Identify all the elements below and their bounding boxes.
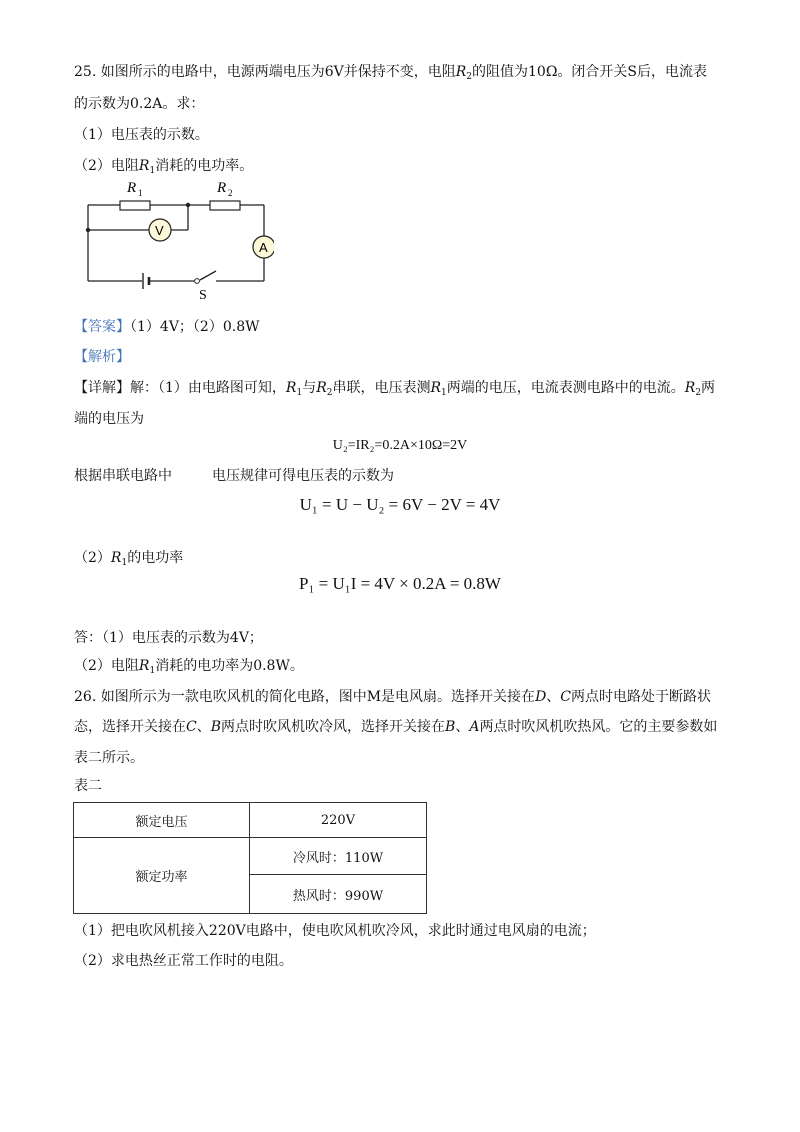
q26-line-2: 态，选择开关接在C、B两点时吹风机吹冷风，选择开关接在B、A两点时吹风机吹热风。它的主要参数如 (74, 719, 718, 735)
voltmeter-label: V (155, 223, 164, 238)
cold-wind-power: 冷风时：110W (250, 838, 427, 875)
junction-left (86, 228, 90, 232)
resistor-r2 (210, 201, 240, 210)
q25-sub-1: （1）电压表的示数。 (74, 127, 209, 143)
detail-line-3: 根据串联电路中 电压规律可得电压表的示数为 (74, 468, 394, 484)
parameters-table (73, 802, 427, 914)
battery-icon (143, 273, 149, 289)
svg-text:2: 2 (228, 188, 233, 198)
svg-text:1: 1 (138, 188, 143, 198)
answer-line: 【答案】（1）4V；（2）0.8W (74, 319, 260, 335)
q26-line-3: 表二所示。 (74, 750, 144, 766)
q25-line-2: 的示数为0.2A。求： (74, 96, 205, 112)
junction-top (186, 203, 190, 207)
final-answer-2: （2）电阻$R_1$消耗的电功率为0.8W。 (74, 658, 304, 676)
equation-u2: U₂=IR₂=0.2A×10Ω=2V (332, 438, 468, 453)
equation-u1: U₁ = U − U₂ = 6V − 2V = 4V (299, 495, 501, 514)
table-caption: 表二 (74, 778, 102, 794)
q26-sub-1: （1）把电吹风机接入220V电路中，使电吹风机吹冷风，求此时通过电风扇的电流； (74, 923, 596, 939)
detail-line-1: 【详解】解：（1）由电路图可知，$R_1$与$R_2$串联，电压表测$R_1$两端的电压，电流表测电路中的电流。$R_2$两 (74, 380, 716, 398)
detail-part-2: $(2)R_1$的电功率 (74, 550, 184, 568)
detail-line-2: 端的电压为 (74, 411, 144, 427)
q26-line-1: 26. 如图所示为一款电吹风机的简化电路，图中M是电风扇。选择开关接在D、C两点时电路处于断路状 (74, 689, 712, 705)
rated-voltage-value: 220V (250, 803, 427, 838)
rated-power-label: 额定功率 (74, 838, 250, 914)
analysis-tag: 【解析】 (74, 349, 130, 365)
r2-label: R (217, 180, 227, 196)
rated-voltage-label: 额定电压 (74, 803, 250, 838)
q25-sub-2: （2）电阻$R_1$消耗的电功率。 (74, 158, 254, 176)
hot-wind-power: 热风时：990W (250, 875, 427, 914)
ammeter-label: A (259, 240, 268, 255)
r1-label: R (127, 180, 137, 196)
circuit-diagram (74, 176, 274, 306)
switch-label: S (199, 288, 207, 303)
q25-line-1: 25. 如图所示的电路中，电源两端电压为6V并保持不变，电阻$R_2$的阻值为10Ω。闭合开关S后，电流表 (74, 64, 708, 82)
switch-pivot (195, 279, 200, 284)
table-row (74, 838, 427, 875)
equation-p1: P₁ = U₁I = 4V × 0.2A = 0.8W (299, 574, 501, 593)
final-answer-1: 答：（1）电压表的示数为4V； (74, 630, 263, 646)
resistor-r1 (120, 201, 150, 210)
q26-sub-2: （2）求电热丝正常工作时的电阻。 (74, 953, 293, 969)
table-row (74, 803, 427, 838)
